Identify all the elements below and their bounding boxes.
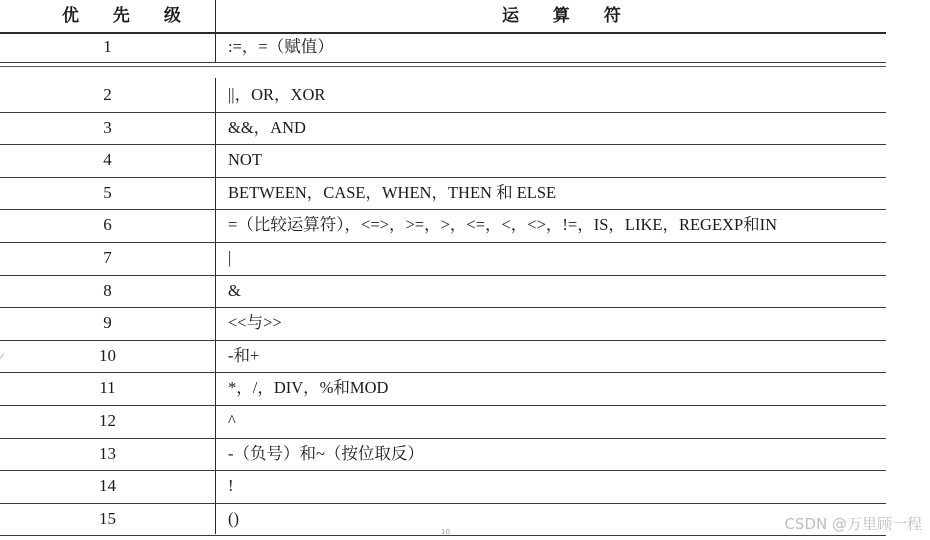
priority-cell: 4 [103,150,112,170]
table-row [0,144,886,178]
operator-cell: NOT [228,150,262,170]
operator-cell: BETWEEN，CASE，WHEN，THEN 和 ELSE [228,182,557,202]
priority-cell: 13 [99,443,116,463]
operator-cell: :=，=（赋值） [228,37,334,56]
priority-cell: 1 [103,37,112,56]
operator-cell: -（负号）和~（按位取反） [228,443,424,463]
page-number: 10 [441,528,450,536]
operator-cell: ||，OR，XOR [228,85,326,104]
operator-cell: <<与>> [228,313,282,333]
priority-cell: 5 [103,182,112,202]
table-row [0,405,886,439]
operator-cell: () [228,508,239,528]
table-row [0,112,886,146]
priority-cell: 11 [99,378,116,398]
table-row [0,242,886,276]
priority-cell: 10 [99,345,116,365]
table-row [0,307,886,341]
watermark: CSDN @万里顾一程 [784,515,922,533]
operator-precedence-table [0,0,886,34]
section-divider [0,66,886,67]
operator-cell: & [228,280,241,300]
priority-cell: 14 [99,476,116,496]
operator-cell: *，/，DIV，%和MOD [228,378,389,398]
table-row [0,340,886,374]
table-row [0,275,886,309]
margin-mark: ⁄ [0,350,3,364]
operator-cell: -和+ [228,345,260,365]
table-row [0,470,886,504]
operator-cell: | [228,248,232,267]
priority-cell: 12 [99,411,116,430]
priority-cell: 15 [99,508,116,528]
operator-cell: &&，AND [228,117,306,137]
priority-cell: 6 [103,215,112,235]
operator-cell: ^ [228,411,236,430]
table-header-row [0,0,886,34]
priority-cell: 9 [103,313,112,333]
table-row [0,177,886,211]
table-row [0,209,886,243]
header-operator: 运 算 符 [502,6,635,26]
table-row [0,32,886,63]
priority-cell: 3 [103,117,112,137]
priority-cell: 7 [103,248,112,267]
table-row [0,438,886,472]
header-priority: 优 先 级 [62,6,195,26]
operator-cell: ! [228,476,234,496]
operator-cell: =（比较运算符），<=>，>=，>，<=，<，<>，!=，IS，LIKE，REGEXP和IN [228,215,778,235]
table-row [0,79,886,113]
priority-cell: 2 [103,85,112,104]
table-row [0,372,886,406]
priority-cell: 8 [103,280,112,300]
